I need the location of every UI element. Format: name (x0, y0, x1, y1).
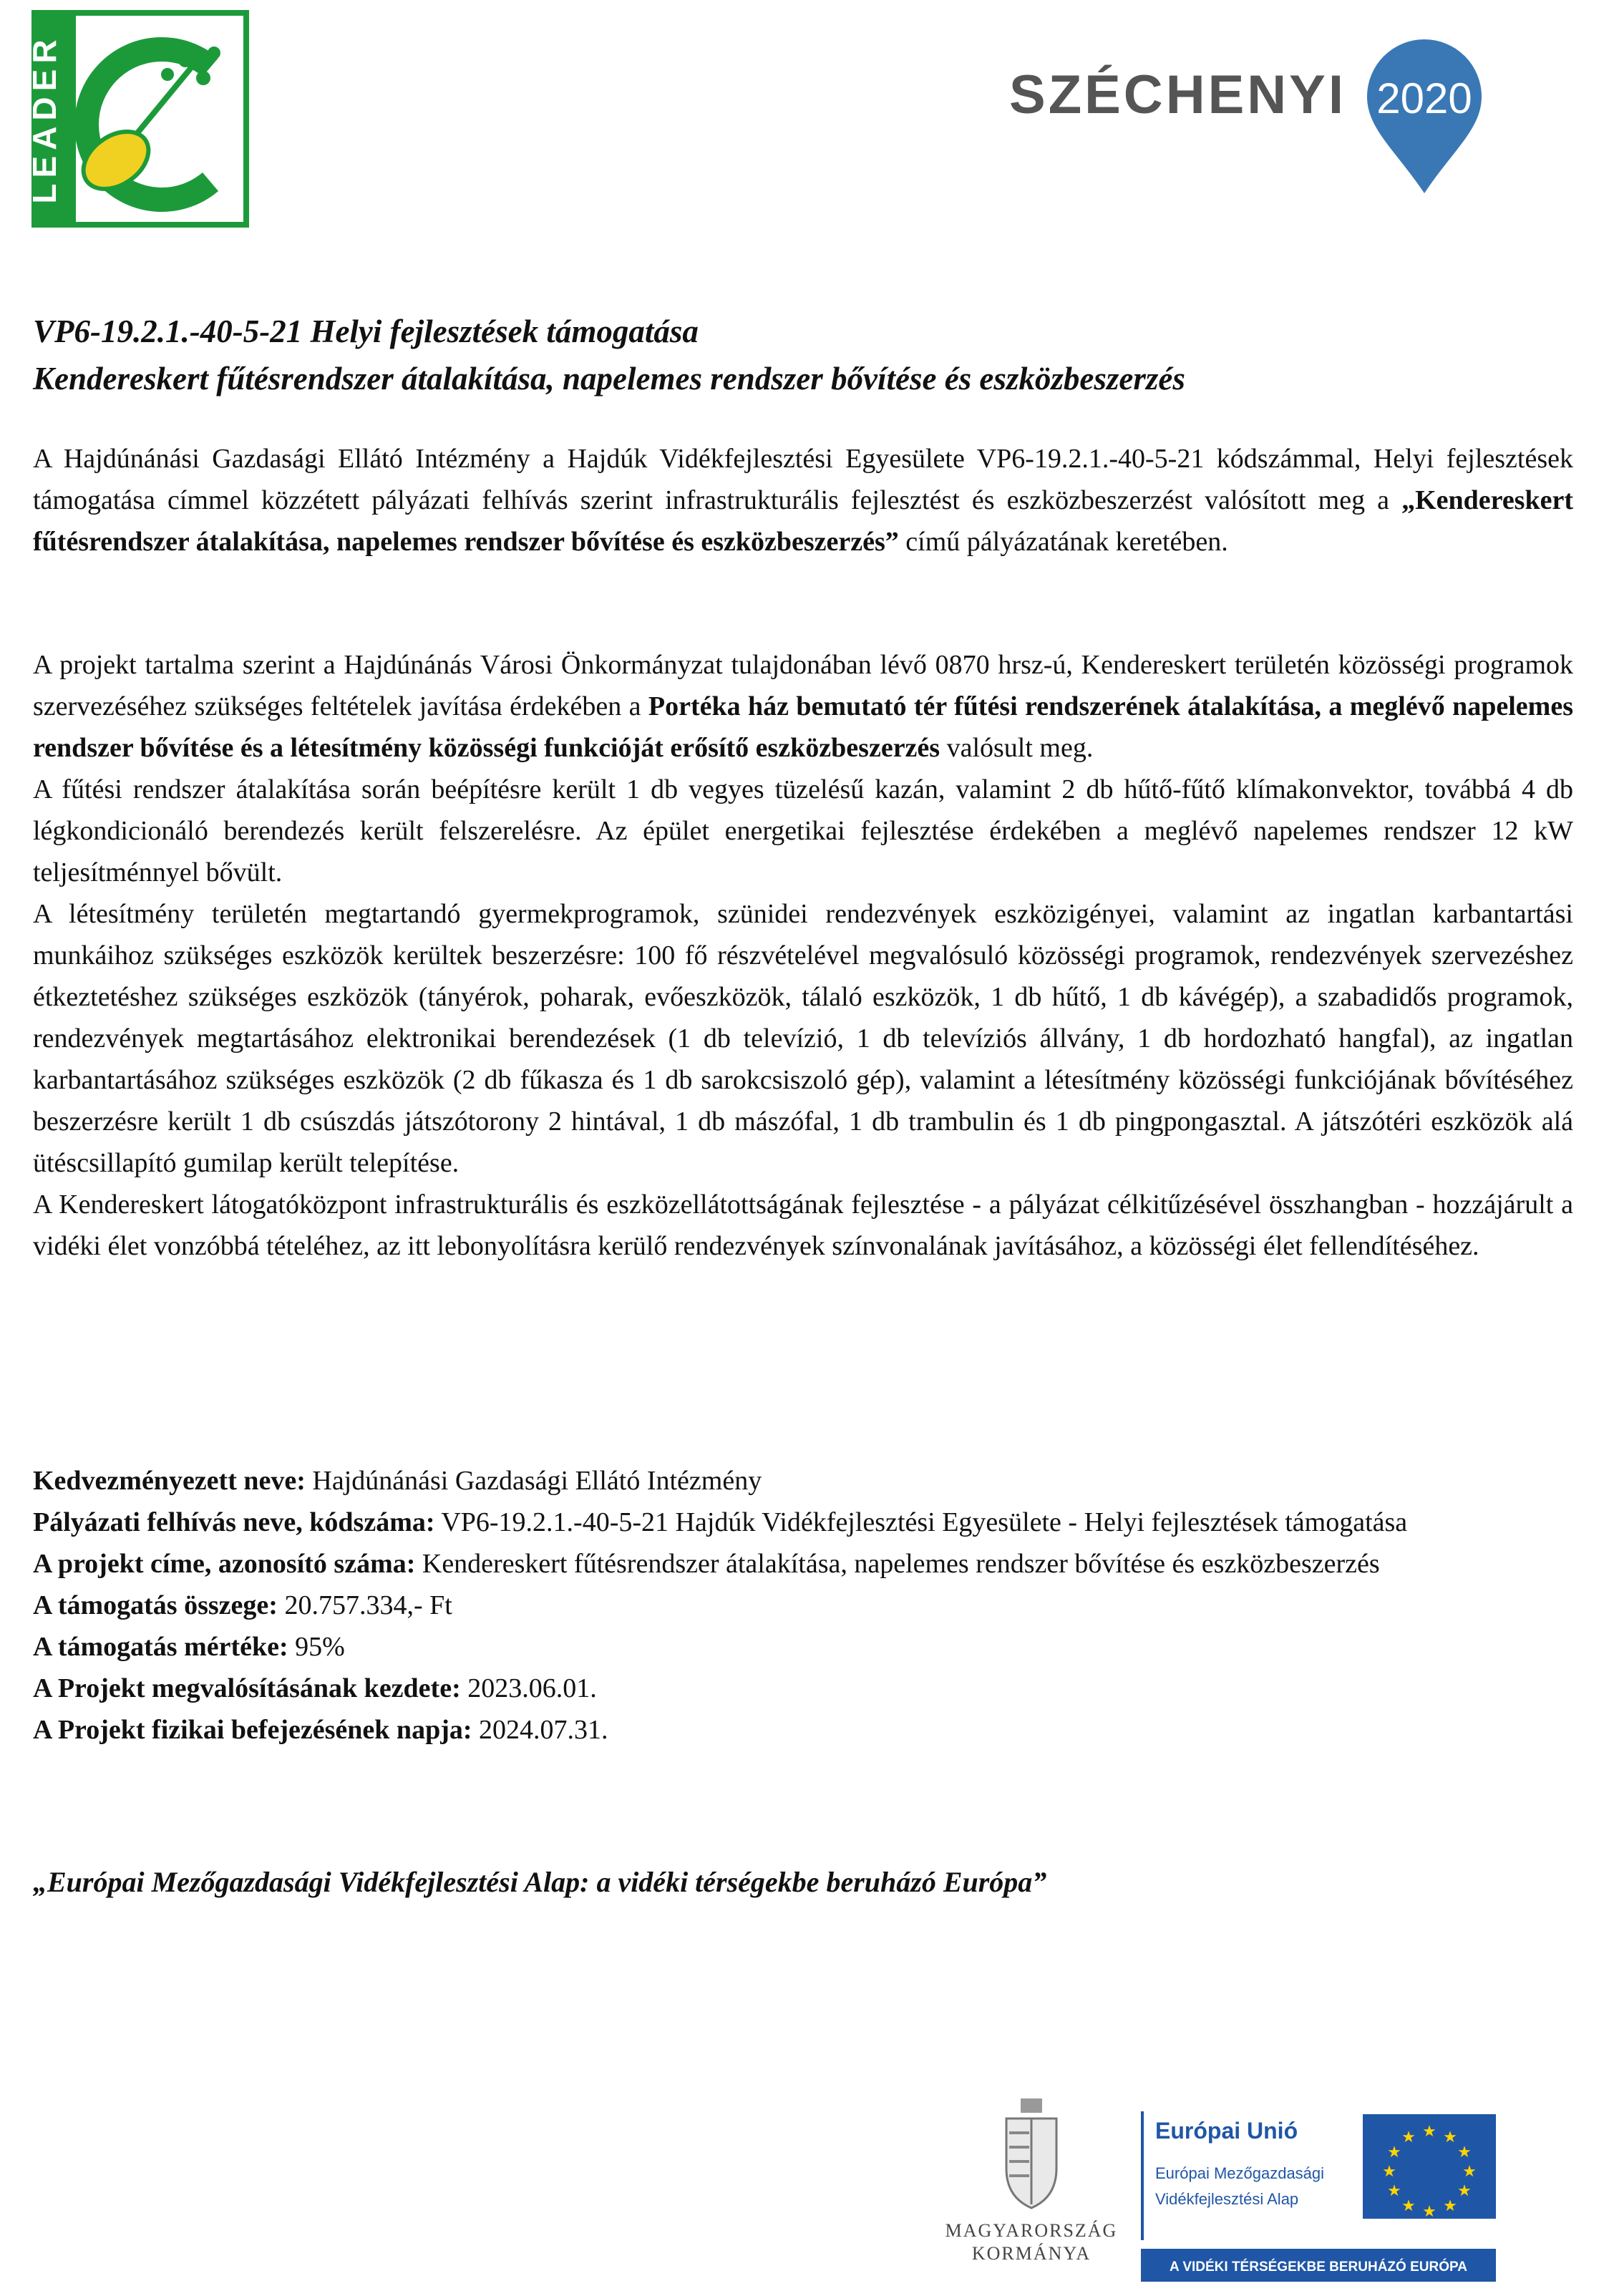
detail-value: VP6-19.2.1.-40-5-21 Hajdúk Vidékfejlesztési Egyesülete - Helyi fejlesztések támogatása (434, 1507, 1408, 1537)
eu-fund-line1: Európai Mezőgazdasági (1155, 2164, 1325, 2182)
heading-line-2: Kendereskert fűtésrendszer átalakítása, napelemes rendszer bővítése és eszközbeszerzés (33, 361, 1185, 397)
body-section (33, 644, 1573, 1267)
eu-title: Európai Unió (1155, 2118, 1298, 2144)
detail-label: A Projekt fizikai befejezésének napja: (33, 1715, 472, 1745)
szechenyi-2020-logo (995, 29, 1496, 208)
detail-call (33, 1502, 1573, 1543)
detail-amount (33, 1585, 1573, 1626)
svg-text:★: ★ (1401, 2197, 1416, 2215)
coat-of-arms-icon (1006, 2098, 1056, 2208)
eu-flag-icon (1363, 2114, 1496, 2221)
intro-text-1: A Hajdúnánási Gazdasági Ellátó Intézmény a Hajdúk Vidékfejlesztési Egyesülete VP6-19.2.1.-40-5-21 kódszámmal, Helyi fejlesztések támogatása címmel közzétett pályázati felhívás szerint infrastrukturális fejlesztést és eszközbeszerzést valósított meg a (33, 444, 1573, 515)
detail-beneficiary (33, 1460, 1573, 1502)
svg-text:★: ★ (1462, 2163, 1477, 2181)
svg-text:★: ★ (1387, 2144, 1401, 2161)
svg-text:★: ★ (1382, 2163, 1396, 2181)
intro-paragraph (33, 438, 1573, 563)
svg-text:★: ★ (1457, 2144, 1472, 2161)
detail-start (33, 1668, 1573, 1709)
project-details (33, 1460, 1573, 1751)
detail-label: A Projekt megvalósításának kezdete: (33, 1673, 461, 1703)
eu-banner-text: A VIDÉKI TÉRSÉGEKBE BERUHÁZÓ EURÓPA (1170, 2259, 1467, 2275)
hungarian-government-logo (935, 2090, 1128, 2269)
document-heading (33, 308, 1572, 402)
intro-section (33, 438, 1573, 563)
svg-text:★: ★ (1387, 2182, 1401, 2200)
detail-value: 2024.07.31. (472, 1715, 608, 1745)
detail-project-title (33, 1543, 1573, 1585)
hu-gov-line1: MAGYARORSZÁG (945, 2220, 1118, 2241)
detail-value: 20.757.334,- Ft (277, 1590, 452, 1620)
leader-logo (26, 10, 249, 228)
svg-text:★: ★ (1422, 2203, 1436, 2221)
detail-end (33, 1709, 1573, 1751)
body-paragraph-2: A fűtési rendszer átalakítása során beépítésre került 1 db vegyes tüzelésű kazán, valamint 2 db hűtő-fűtő klímakonvektor, továbbá 4 db légkondicionáló berendezés került felszerelésre. Az épület energetikai fejlesztése érdekében a meglévő napelemes rendszer 12 kW teljesítménnyel bővült. (33, 774, 1573, 887)
szechenyi-year: 2020 (1376, 74, 1472, 122)
svg-text:★: ★ (1443, 2129, 1457, 2146)
szechenyi-word: SZÉCHENYI (1009, 64, 1346, 125)
leader-text: LEADER (26, 34, 63, 204)
body-paragraph-3: A létesítmény területén megtartandó gyermekprogramok, szünidei rendezvények eszközigényei, valamint az ingatlan karbantartási munkáihoz szükséges eszközök kerültek beszerzésre: 100 fő részvételével megvalósuló közösségi programok, rendezvények szervezéshez étkeztetéshez szükséges eszközök (tányérok, poharak, evőeszközök, tálaló eszközök, 1 db hűtő, 1 db kávégép), a szabadidős programok, rendezvények megtartásához elektronikai berendezések (1 db televízió, 1 db televíziós állvány, 1 db hordozható hangfal), az ingatlan karbantartásához szükséges eszközök (2 db fűkasza és 1 db sarokcsiszoló gép), valamint a létesítmény közösségi funkciójának bővítéséhez beszerzésre került 1 db csúszdás játszótorony 2 hintával, 1 db mászófal, 1 db trambulin és 1 db pingpongasztal. A játszótéri eszközök alá ütéscsillapító gumilap került telepítése. (33, 899, 1573, 1178)
detail-label: A projekt címe, azonosító száma: (33, 1549, 416, 1579)
svg-text:★: ★ (1401, 2129, 1416, 2146)
eu-slogan: „Európai Mezőgazdasági Vidékfejlesztési Alap: a vidéki térségekbe beruházó Európa” (33, 1866, 1047, 1898)
p1-bold: Portéka ház bemutató tér fűtési rendszerének átalakítása, a meglévő napelemes rendszer bővítése és a létesítmény közösségi funkcióját erősítő eszközbeszerzés (33, 691, 1573, 763)
body-paragraph-1 (33, 644, 1573, 769)
detail-rate (33, 1626, 1573, 1668)
heading-line-1: VP6-19.2.1.-40-5-21 Helyi fejlesztések támogatása (33, 313, 699, 349)
svg-text:★: ★ (1457, 2182, 1472, 2200)
svg-text:★: ★ (1443, 2197, 1457, 2215)
p1-text-1: A projekt tartalma szerint a Hajdúnánás Városi Önkormányzat tulajdonában lévő 0870 hrsz-ú, Kendereskert területén közösségi programok szervezéséhez szükséges feltételek javítása érdekében a (33, 650, 1573, 721)
intro-text-2: című pályázatának keretében. (898, 527, 1228, 557)
eu-fund-logo (1141, 2111, 1499, 2283)
body-paragraph-4: A Kendereskert látogatóközpont infrastrukturális és eszközellátottságának fejlesztése - a pályázat célkitűzésével összhangban - hozzájárult a vidéki élet vonzóbbá tételéhez, az itt lebonyolításra kerülő rendezvények színvonalának javításához, a közösségi élet fellendítéséhez. (33, 1190, 1573, 1261)
p1-text-2: valósult meg. (940, 733, 1094, 763)
svg-text:★: ★ (1422, 2123, 1436, 2141)
detail-value: Hajdúnánási Gazdasági Ellátó Intézmény (305, 1466, 762, 1496)
hu-gov-line2: KORMÁNYA (971, 2243, 1092, 2264)
detail-label: Pályázati felhívás neve, kódszáma: (33, 1507, 435, 1537)
intro-project-title: „Kendereskert fűtésrendszer átalakítása, napelemes rendszer bővítése és eszközbeszerzés” (33, 485, 1573, 557)
eu-fund-line2: Vidékfejlesztési Alap (1155, 2190, 1299, 2208)
detail-value: Kendereskert fűtésrendszer átalakítása, napelemes rendszer bővítése és eszközbeszerzés (415, 1549, 1380, 1579)
detail-value: 2023.06.01. (460, 1673, 597, 1703)
detail-label: Kedvezményezett neve: (33, 1466, 306, 1496)
detail-value: 95% (288, 1632, 345, 1662)
detail-label: A támogatás mértéke: (33, 1632, 288, 1662)
detail-label: A támogatás összege: (33, 1590, 278, 1620)
